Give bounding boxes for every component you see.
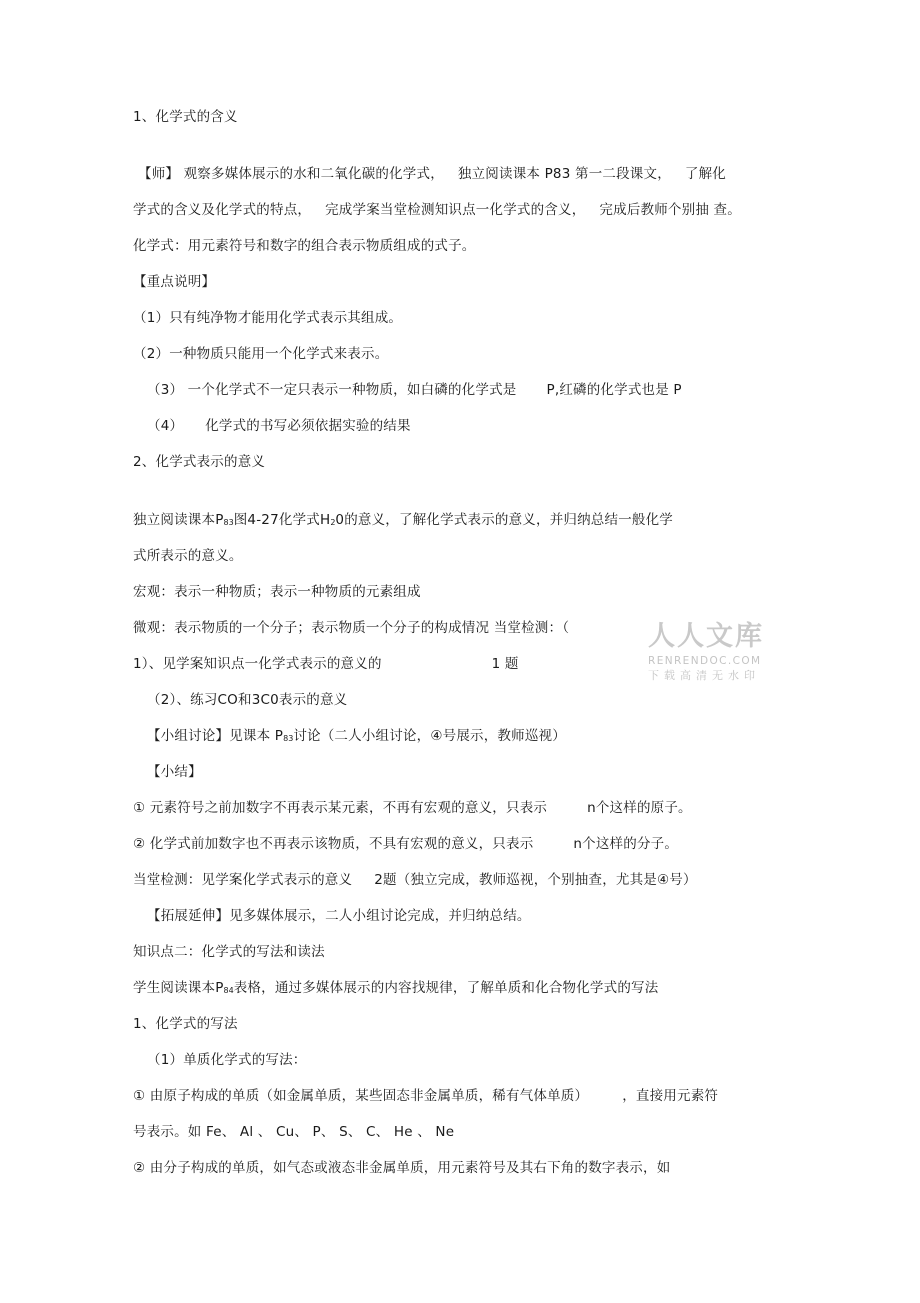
group-discussion <box>147 727 566 748</box>
heading-formula-significance: 2、化学式表示的意义 <box>133 454 266 470</box>
text-segment: 完成后教师个别抽 查。 <box>599 202 741 218</box>
text-segment: 学生阅读课本P <box>133 980 224 996</box>
page-subscript: 83 <box>223 518 234 527</box>
text-segment: 独立阅读课本 P83 第一二段课文， <box>457 166 671 182</box>
summary-point-2 <box>133 835 678 853</box>
page-subscript: 83 <box>283 734 294 743</box>
watermark-title: 人人文库 <box>648 621 764 652</box>
text-segment: 2题（独立完成，教师巡视，个别抽查，尤其是④号） <box>374 872 697 888</box>
text-segment: （4） <box>147 418 184 434</box>
heading-formula-writing: 1、化学式的写法 <box>133 1016 238 1032</box>
check-item-2: （2）、练习CO和3C0表示的意义 <box>147 692 348 708</box>
molecular-element-rule: ② 由分子构成的单质，如气态或液态非金属单质，用元素符号及其右下角的数字表示，如 <box>133 1160 671 1176</box>
text-segment: 化学式的书写必须依据实验的结果 <box>205 418 411 434</box>
summary-point-1 <box>133 799 692 817</box>
knowledge-point-2-heading: 知识点二：化学式的写法和读法 <box>133 944 325 960</box>
text-segment: 【师】 观察多媒体展示的水和二氧化碳的化学式， <box>138 166 444 182</box>
teacher-instruction-line-2 <box>133 201 741 219</box>
text-segment: ① 元素符号之前加数字不再表示某元素，不再有宏观的意义，只表示 <box>133 800 548 816</box>
text-segment: 当堂检测：见学案化学式表示的意义 <box>133 872 353 888</box>
text-segment: P,红磷的化学式也是 P <box>546 382 682 398</box>
micro-meaning: 微观：表示物质的一个分子；表示物质一个分子的构成情况 当堂检测：（ <box>133 620 570 636</box>
teacher-instruction-line-1 <box>138 165 726 183</box>
macro-meaning: 宏观：表示一种物质；表示一种物质的元素组成 <box>133 584 421 600</box>
atomic-element-rule <box>133 1087 718 1105</box>
text-segment: 1 题 <box>491 656 519 672</box>
text-segment: 图4-27化学式H <box>233 512 331 528</box>
key-points-heading: 【重点说明】 <box>133 274 216 290</box>
page-subscript: 84 <box>223 986 234 995</box>
text-segment: 表格，通过多媒体展示的内容找规律，了解单质和化合物化学式的写法 <box>233 980 659 996</box>
formula-definition: 化学式：用元素符号和数字的组合表示物质组成的式子。 <box>133 238 476 254</box>
text-segment: 了解化 <box>684 166 727 182</box>
text-segment: 独立阅读课本P <box>133 512 224 528</box>
heading-formula-meaning: 1、化学式的含义 <box>133 109 238 125</box>
atomic-element-examples: 号表示。如 Fe、 Al 、 Cu、 P、 S、 C、 He 、 Ne <box>133 1124 455 1140</box>
classroom-check <box>133 871 697 889</box>
text-segment: 讨论（二人小组讨论，④号展示，教师巡视） <box>293 728 566 744</box>
key-point-4 <box>147 417 411 435</box>
key-point-2: （2）一种物质只能用一个化学式来表示。 <box>133 346 389 362</box>
text-segment: n个这样的分子。 <box>573 836 679 852</box>
text-segment: 【小组讨论】见课本 P <box>147 728 284 744</box>
text-segment: ，直接用元素符 <box>622 1088 719 1104</box>
watermark-domain: RENRENDOC.COM <box>648 655 762 667</box>
text-segment: ① 由原子构成的单质（如金属单质，某些固态非金属单质，稀有气体单质） <box>133 1088 589 1104</box>
extension-activity: 【拓展延伸】见多媒体展示，二人小组讨论完成，并归纳总结。 <box>147 908 531 924</box>
text-segment: ② 化学式前加数字也不再表示该物质，不具有宏观的意义，只表示 <box>133 836 534 852</box>
summary-heading: 【小结】 <box>147 764 202 780</box>
text-segment: （3） 一个化学式不一定只表示一种物质，如白磷的化学式是 <box>147 382 517 398</box>
text-segment: 完成学案当堂检测知识点一化学式的含义， <box>325 202 586 218</box>
text-segment: 学式的含义及化学式的特点， <box>133 202 312 218</box>
reading-task-line-1 <box>133 511 673 532</box>
key-point-3 <box>147 381 682 399</box>
student-reading-task <box>133 979 658 1000</box>
watermark-logo <box>648 622 772 686</box>
watermark-slogan: 下载高清无水印 <box>648 669 760 682</box>
text-segment: 0的意义，了解化学式表示的意义，并归纳总结一般化学 <box>335 512 674 528</box>
reading-task-line-2: 式所表示的意义。 <box>133 548 243 564</box>
text-segment: 1）、见学案知识点一化学式表示的意义的 <box>133 656 382 672</box>
formula-subscript: 2 <box>330 518 336 527</box>
text-segment: n个这样的原子。 <box>587 800 692 816</box>
check-item-1 <box>133 655 519 673</box>
key-point-1: （1）只有纯净物才能用化学式表示其组成。 <box>133 310 403 326</box>
element-formula-writing: （1）单质化学式的写法： <box>147 1052 307 1068</box>
